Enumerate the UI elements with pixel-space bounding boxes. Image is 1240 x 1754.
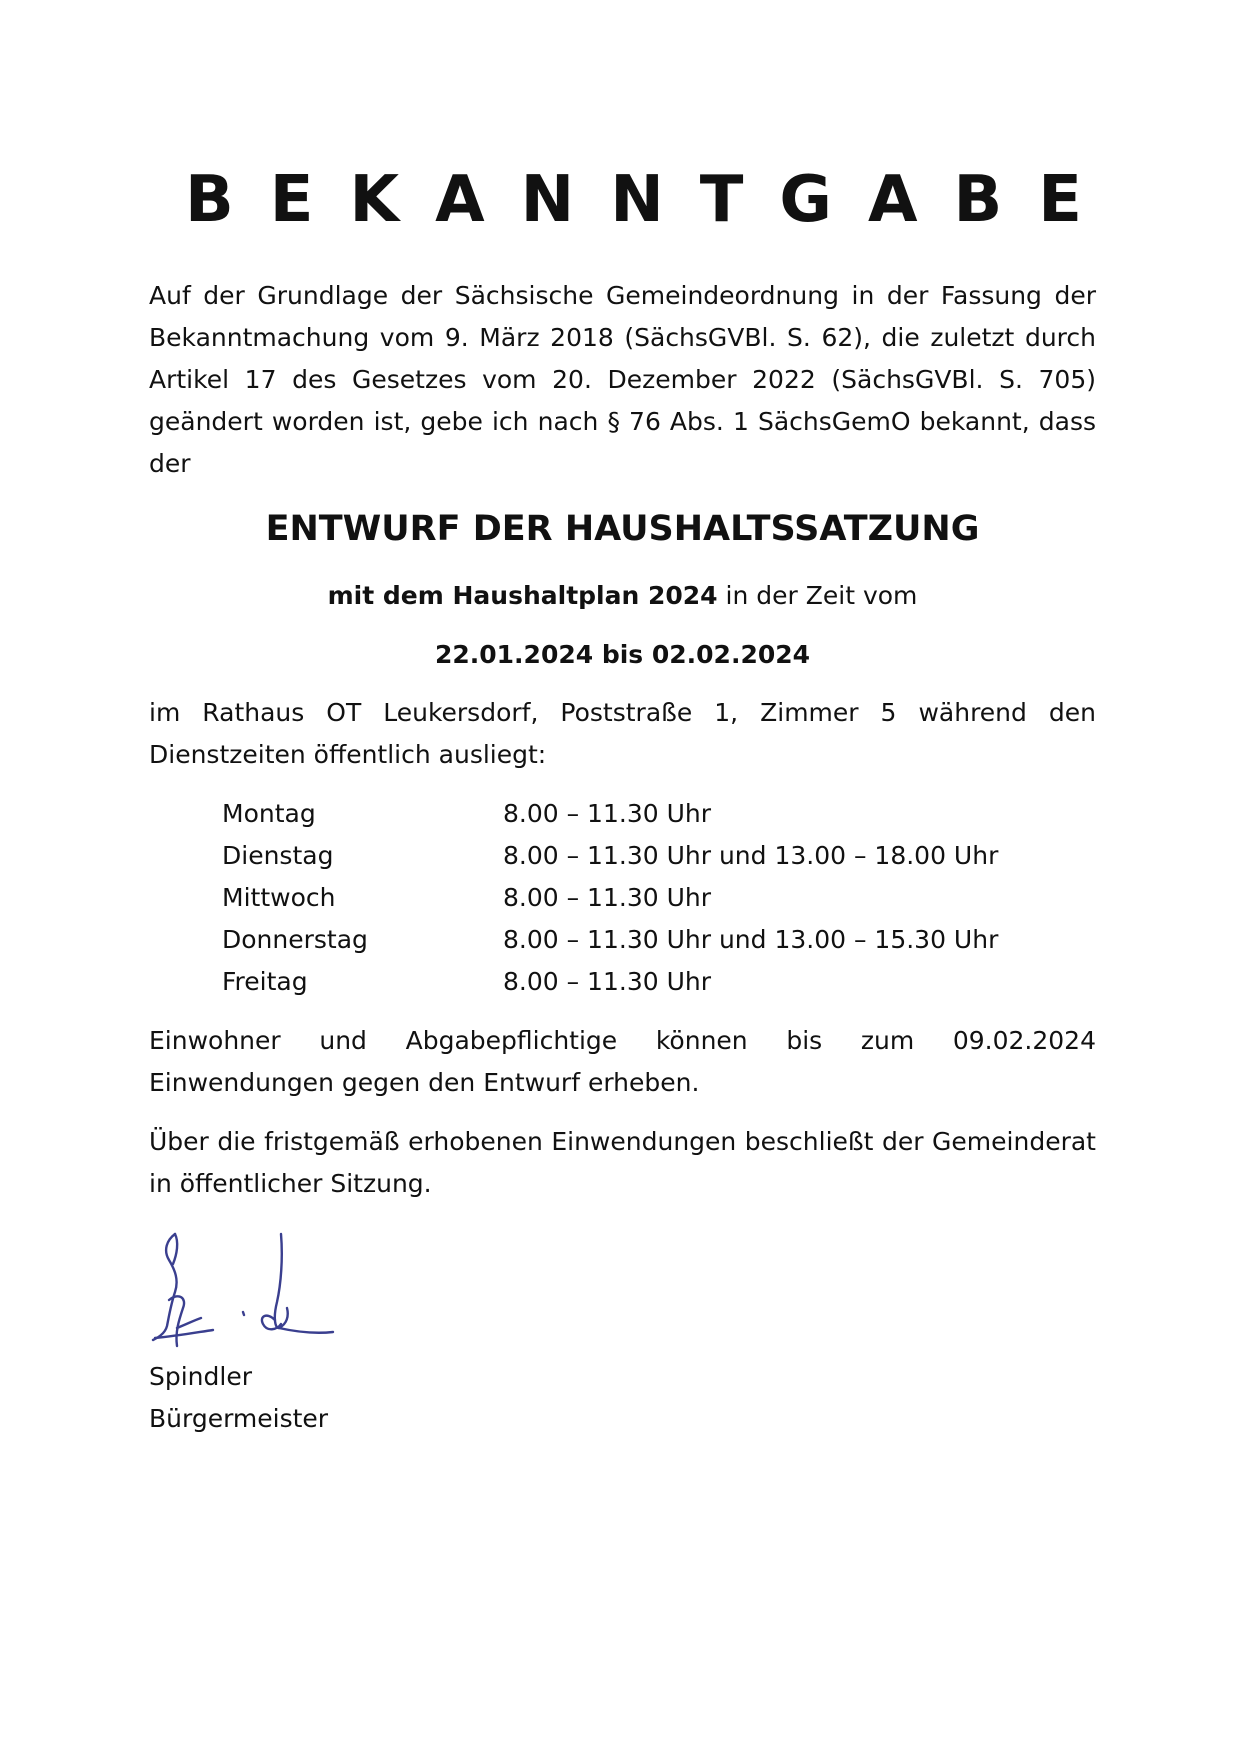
- signer-role: Bürgermeister: [149, 1404, 329, 1433]
- table-row: [222, 793, 1082, 835]
- section-heading: ENTWURF DER HAUSHALTSSATZUNG: [265, 509, 980, 549]
- location-paragraph: im Rathaus OT Leukersdorf, Poststraße 1, Zimmer 5 während den Dienstzeiten öffentlich ausliegt:: [149, 698, 1096, 769]
- subline-rest: in der Zeit vom: [717, 581, 918, 610]
- table-row: [222, 961, 1082, 1003]
- page-title: BEKANNTGABE: [185, 163, 1118, 237]
- day-label: Donnerstag: [222, 925, 368, 954]
- office-hours-table: [222, 793, 1082, 1003]
- time-value: 8.00 – 11.30 Uhr: [503, 967, 711, 996]
- table-row: [222, 919, 1082, 961]
- subline-bold: mit dem Haushaltplan 2024: [327, 581, 718, 610]
- time-value: 8.00 – 11.30 Uhr und 13.00 – 15.30 Uhr: [503, 925, 999, 954]
- table-row: [222, 835, 1082, 877]
- signer-name: Spindler: [149, 1362, 253, 1391]
- time-value: 8.00 – 11.30 Uhr und 13.00 – 18.00 Uhr: [503, 841, 999, 870]
- signature-icon: [147, 1228, 337, 1353]
- day-label: Freitag: [222, 967, 308, 996]
- intro-paragraph: Auf der Grundlage der Sächsische Gemeindeordnung in der Fassung der Bekanntmachung vom 9. März 2018 (SächsGVBl. S. 62), die zuletzt durch Artikel 17 des Gesetzes vom 20. Dezember 2022 (SächsGVBl. S. 705) geändert worden ist, gebe ich nach § 76 Abs. 1 SächsGemO bekannt, dass der: [149, 281, 1096, 478]
- subline: [149, 575, 1096, 617]
- day-label: Dienstag: [222, 841, 334, 870]
- day-label: Mittwoch: [222, 883, 336, 912]
- date-range: 22.01.2024 bis 02.02.2024: [434, 640, 811, 669]
- objections-paragraph: Einwohner und Abgabepflichtige können bis zum 09.02.2024 Einwendungen gegen den Entwurf erheben.: [149, 1026, 1096, 1097]
- time-value: 8.00 – 11.30 Uhr: [503, 883, 711, 912]
- day-label: Montag: [222, 799, 316, 828]
- table-row: [222, 877, 1082, 919]
- time-value: 8.00 – 11.30 Uhr: [503, 799, 711, 828]
- council-paragraph: Über die fristgemäß erhobenen Einwendungen beschließt der Gemeinderat in öffentlicher Sitzung.: [149, 1127, 1096, 1198]
